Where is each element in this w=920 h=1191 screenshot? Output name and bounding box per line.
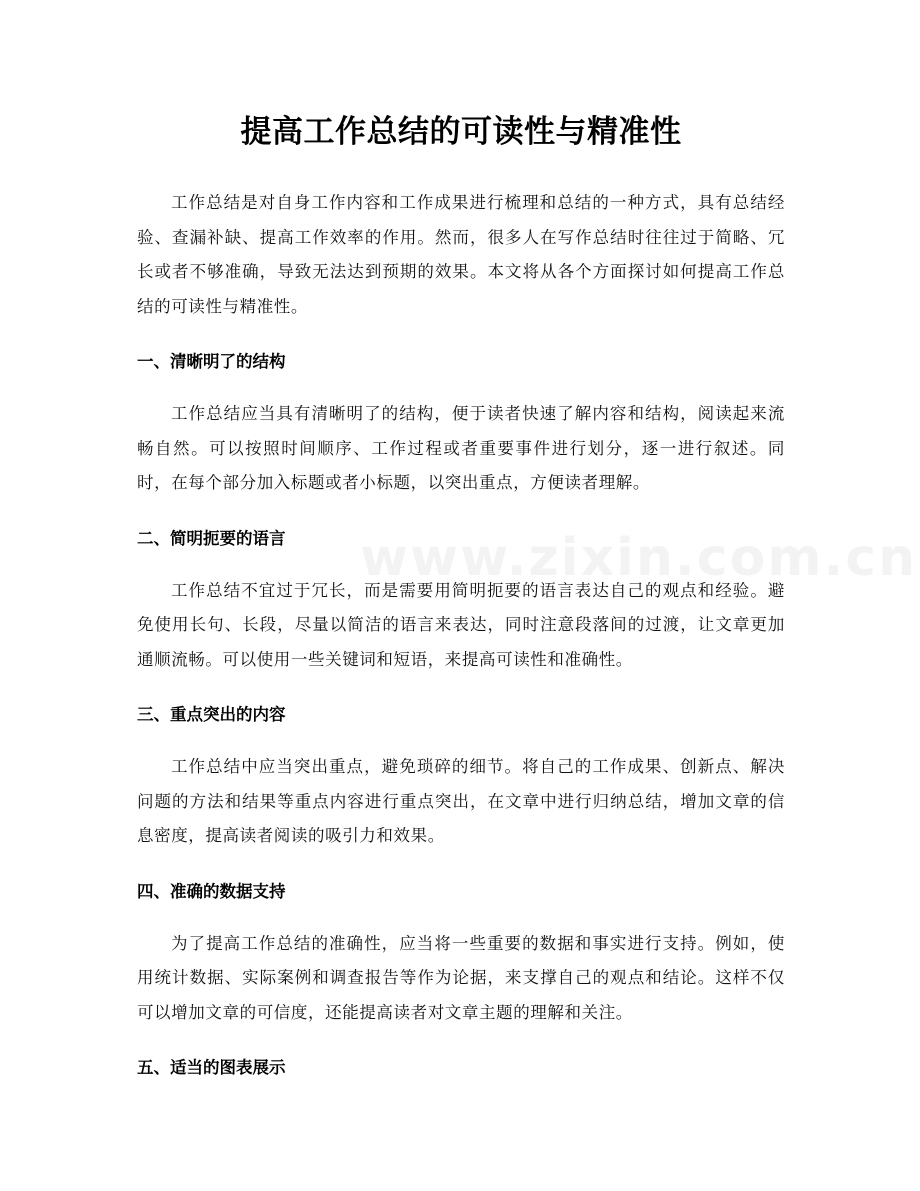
document-content (137, 108, 785, 1103)
intro-paragraph: 工作总结是对自身工作内容和工作成果进行梳理和总结的一种方式，具有总结经验、查漏补缺、提高工作效率的作用。然而，很多人在写作总结时往往过于简略、冗长或者不够准确，导致无法达到预期的效果。本文将从各个方面探讨如何提高工作总结的可读性与精准性。 (137, 193, 785, 316)
section-2-heading: 二、简明扼要的语言 (137, 528, 286, 548)
watermark: www.zixin.com.cn (360, 528, 918, 588)
section-1-body: 工作总结应当具有清晰明了的结构，便于读者快速了解内容和结构，阅读起来流畅自然。可以按照时间顺序、工作过程或者重要事件进行划分，逐一进行叙述。同时，在每个部分加入标题或者小标题，以突出重点，方便读者理解。 (137, 404, 785, 492)
section-1-heading: 一、清晰明了的结构 (137, 352, 286, 371)
section-4-body: 为了提高工作总结的准确性，应当将一些重要的数据和事实进行支持。例如，使用统计数据、实际案例和调查报告等作为论据，来支撑自己的观点和结论。这样不仅可以增加文章的可信度，还能提高读者对文章主题的理解和关注。 (137, 933, 785, 1022)
section-4-heading: 四、准确的数据支持 (137, 881, 286, 901)
section-5-heading: 五、适当的图表展示 (137, 1058, 286, 1077)
section-3-heading: 三、重点突出的内容 (137, 705, 286, 724)
section-3-body: 工作总结中应当突出重点，避免琐碎的细节。将自己的工作成果、创新点、解决问题的方法和结果等重点内容进行重点突出，在文章中进行归纳总结，增加文章的信息密度，提高读者阅读的吸引力和效果。 (137, 757, 785, 845)
document-title: 提高工作总结的可读性与精准性 (240, 114, 682, 150)
section-2-body: 工作总结不宜过于冗长，而是需要用简明扼要的语言表达自己的观点和经验。避免使用长句、长段，尽量以简洁的语言来表达，同时注意段落间的过渡，让文章更加通顺流畅。可以使用一些关键词和短语，来提高可读性和准确性。 (137, 580, 785, 669)
